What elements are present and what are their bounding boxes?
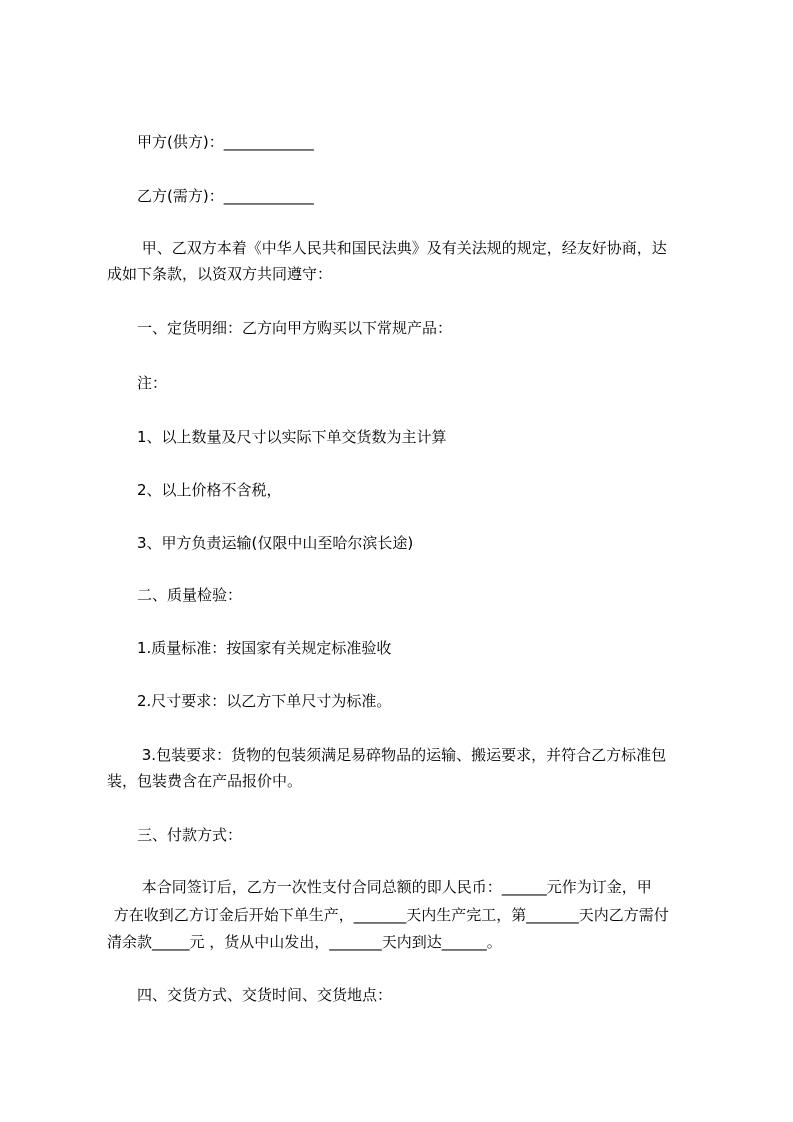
quality-item-3-line-1: 3.包装要求：货物的包装须满足易碎物品的运输、搬运要求，并符合乙方标准包: [137, 746, 667, 764]
quality-item-1: 1.质量标准：按国家有关规定标准验收: [137, 639, 392, 657]
quality-item-3-line-2: 装，包装费含在产品报价中。: [107, 772, 303, 790]
payment-paragraph-line-3: 清余款_____元 ，货从中山发出，_______天内到达______。: [107, 933, 502, 951]
quality-item-2: 2.尺寸要求：以乙方下单尺寸为标准。: [137, 692, 392, 710]
section-4-heading: 四、交货方式、交货时间、交货地点：: [137, 986, 393, 1004]
party-b-line: 乙方(需方)：____________: [137, 187, 314, 205]
note-item-3: 3、甲方负责运输(仅限中山至哈尔滨长途): [137, 534, 414, 552]
section-1-heading: 一、定货明细：乙方向甲方购买以下常规产品：: [137, 319, 453, 337]
section-3-heading: 三、付款方式：: [137, 826, 243, 844]
section-2-heading: 二、质量检验：: [137, 586, 243, 604]
payment-paragraph-line-2: 方在收到乙方订金后开始下单生产，_______天内生产完工，第_______天内乙方需付: [109, 906, 669, 924]
intro-paragraph-line-1: 甲、乙双方本着《中华人民共和国民法典》及有关法规的规定，经友好协商，达: [137, 239, 667, 257]
intro-paragraph-line-2: 成如下条款，以资双方共同遵守：: [107, 265, 333, 283]
note-item-2: 2、以上价格不含税，: [137, 481, 282, 499]
party-a-line: 甲方(供方)：____________: [137, 133, 314, 151]
note-item-1: 1、以上数量及尺寸以实际下单交货数为主计算: [137, 428, 447, 446]
payment-paragraph-line-1: 本合同签订后，乙方一次性支付合同总额的即人民币：______元作为订金，甲: [137, 878, 652, 896]
note-label: 注：: [137, 374, 168, 392]
